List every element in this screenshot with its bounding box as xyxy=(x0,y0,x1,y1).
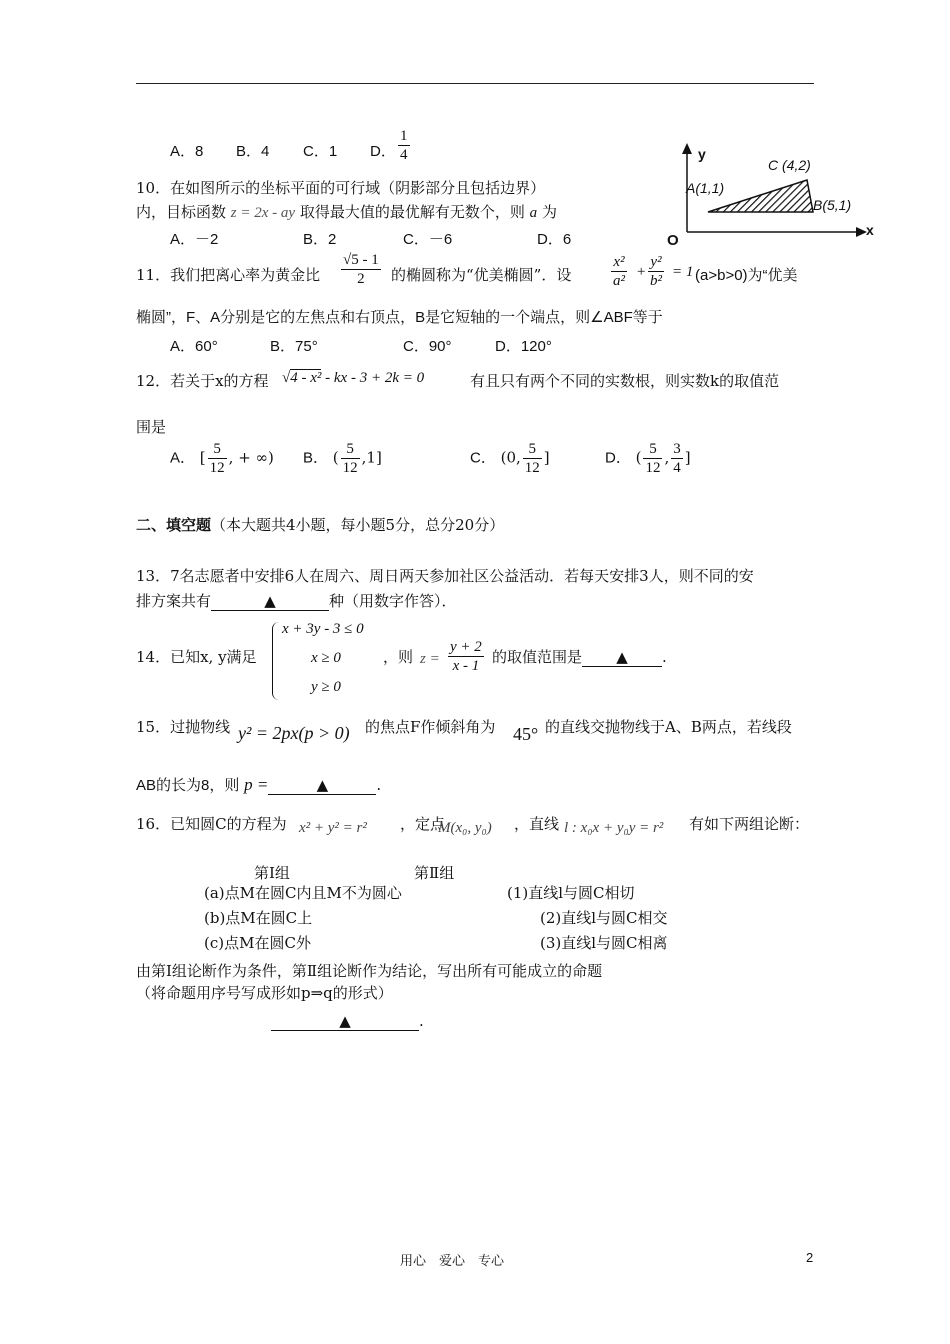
q14-constraint-2: x ≥ 0 xyxy=(311,650,341,666)
q10-option-b: B．2 xyxy=(303,231,337,248)
q14-text-b: ，则 xyxy=(383,648,414,666)
q12-line2: 围是 xyxy=(136,418,167,436)
q11-golden-ratio xyxy=(341,251,381,288)
header-rule xyxy=(136,83,814,84)
q16-g1-a: (a)点M在圆C内且M不为圆心 xyxy=(204,884,402,902)
q10-var: a xyxy=(529,205,538,221)
q10-formula: z = 2x - ay xyxy=(230,205,296,221)
q16-g2-1: (1)直线l与圆C相切 xyxy=(507,884,635,902)
q10-option-a: A．－2 xyxy=(170,231,219,248)
q11-text-a: 11．我们把离心率为黄金比 xyxy=(136,266,321,284)
frac-num: 1 xyxy=(400,128,408,144)
q14-z-eq: z = xyxy=(420,651,440,667)
frac-den: 2 xyxy=(357,271,365,287)
option-fraction: $\frac{3}{4}$ xyxy=(673,441,681,476)
option-fraction: $\frac{5}{12}$ xyxy=(645,441,661,476)
figure-origin-label: O xyxy=(667,232,679,249)
q15-text-a: 15．过抛物线 xyxy=(136,718,231,736)
q9-option-d-fraction xyxy=(398,127,410,164)
q16-group2-title: 第Ⅱ组 xyxy=(414,864,455,882)
q14-line-end: 的取值范围是 ▲ . xyxy=(492,648,667,666)
q12-equation: √4 - x² - kx - 3 + 2k = 0 xyxy=(282,370,425,386)
q16-g2-3: (3)直线l与圆C相离 xyxy=(540,934,668,952)
frac-den: x - 1 xyxy=(452,658,480,674)
q15-text-c: 的直线交抛物线于A、B两点，若线段 xyxy=(545,718,792,736)
q12-option-b: B． ( $\frac{5}{12}$ ,1] xyxy=(303,441,382,476)
q12-option-d: D． ( $\frac{5}{12}$ , $\frac{3}{4}$ ] xyxy=(605,441,691,476)
q16-answer-line: ▲ . xyxy=(271,1012,424,1031)
q14-brace xyxy=(272,622,279,700)
q10-option-d: D．6 xyxy=(537,231,572,248)
q16-text-d: 有如下两组论断： xyxy=(689,815,810,833)
q16-g1-c: (c)点M在圆C外 xyxy=(204,934,311,952)
frac-num: y² xyxy=(648,253,664,272)
q16-line-eq: l : x₀x + y₀y = r² xyxy=(564,820,664,836)
q12-equation-rest: - kx - 3 + 2k = 0 xyxy=(325,370,425,386)
q14-text-a: 14．已知x, y满足 xyxy=(136,648,257,666)
q9-option-b: B．4 xyxy=(236,143,270,160)
option-fraction: $\frac{5}{12}$ xyxy=(524,441,540,476)
q16-text-c: ，直线 xyxy=(514,815,560,833)
q12-text-a: 12．若关于x的方程 xyxy=(136,372,269,390)
q16-conclusion-line1: 由第Ⅰ组论断作为条件，第Ⅱ组论断作为结论，写出所有可能成立的命题 xyxy=(136,962,603,980)
q16-g1-b: (b)点M在圆C上 xyxy=(204,909,313,927)
q16-g2-2: (2)直线l与圆C相交 xyxy=(540,909,668,927)
q16-answer-blank[interactable]: ▲ xyxy=(271,1012,419,1031)
q16-group1-title: 第Ⅰ组 xyxy=(254,864,290,882)
figure-y-label: y xyxy=(698,146,706,162)
q11-ellipse-x-term xyxy=(611,253,627,290)
q15-line2: AB的长为8，则 p = ▲ . xyxy=(136,775,382,794)
figure-point-c: C (4,2) xyxy=(768,157,811,173)
q15-text-b: 的焦点F作倾斜角为 xyxy=(365,718,496,736)
q11-eq-one: = 1 xyxy=(672,264,694,280)
page-number: 2 xyxy=(806,1250,814,1265)
q10-text-b: 取得最大值的最优解有无数个，则 xyxy=(299,203,525,221)
figure-x-label: x xyxy=(866,222,874,238)
q12-option-c: C． (0, $\frac{5}{12}$ ] xyxy=(470,441,550,476)
q16-circle-eq: x² + y² = r² xyxy=(299,820,367,836)
frac-den: a² xyxy=(613,273,625,289)
q11-option-c: C．90° xyxy=(403,338,452,355)
q11-option-b: B．75° xyxy=(270,338,318,355)
q13-line2: 排方案共有 ▲ 种（用数字作答）． xyxy=(136,592,457,610)
frac-den: b² xyxy=(650,273,662,289)
q14-constraint-3: y ≥ 0 xyxy=(311,679,341,695)
q11-condition: (a>b>0)为“优美 xyxy=(695,267,798,284)
q9-option-a: A．8 xyxy=(170,143,204,160)
figure-point-a: A(1,1) xyxy=(686,180,725,196)
footer-slogan: 用心 爱心 专心 xyxy=(400,1254,505,1269)
q12-sqrt-inner: 4 - x² xyxy=(290,370,322,386)
q10-text-c: 为 xyxy=(541,203,557,221)
frac-num: √5 - 1 xyxy=(343,252,379,268)
q11-ellipse-y-term xyxy=(648,253,664,290)
q11-option-d: D．120° xyxy=(495,338,552,355)
q14-fraction xyxy=(448,638,484,675)
q12-text-b: 有且只有两个不同的实数根，则实数k的取值范 xyxy=(470,372,780,390)
frac-num: x² xyxy=(611,253,627,272)
q16-conclusion-line2: （将命题用序号写成形如p⇒q的形式） xyxy=(136,984,393,1002)
section2-title: 二、填空题 xyxy=(136,516,212,534)
q14-answer-blank[interactable]: ▲ xyxy=(582,648,662,667)
q10-option-c: C．－6 xyxy=(403,231,453,248)
y-axis-arrow xyxy=(682,143,692,154)
q11-plus: + xyxy=(636,264,647,280)
q14-constraint-1: x + 3y - 3 ≤ 0 xyxy=(282,621,364,637)
q12-option-a: A． [ $\frac{5}{12}$ , + ∞) xyxy=(170,441,274,476)
q10-line2 xyxy=(136,201,557,222)
q11-text-b: 的椭圆称为“优美椭圆”．设 xyxy=(391,266,572,284)
q9-option-c: C．1 xyxy=(303,143,338,160)
q15-angle: 45° xyxy=(513,724,539,744)
q16-text-a: 16．已知圆C的方程为 xyxy=(136,815,287,833)
q11-line2: 椭圆”，F、A分别是它的左焦点和右顶点，B是它短轴的一个端点，则∠ABF等于 xyxy=(136,309,663,326)
frac-den: 4 xyxy=(400,147,408,163)
section2-note: （本大题共4小题，每小题5分，总分20分） xyxy=(211,516,505,534)
q16-text-b: ，定点 xyxy=(400,815,446,833)
q11-option-a: A．60° xyxy=(170,338,218,355)
section2-heading xyxy=(136,514,504,535)
q10-text-a: 内，目标函数 xyxy=(136,203,227,221)
q16-point: M(x₀, y₀) xyxy=(438,820,492,836)
q9-option-d: D． xyxy=(370,143,396,160)
q13-answer-blank[interactable]: ▲ xyxy=(211,592,329,611)
option-fraction: $\frac{5}{12}$ xyxy=(342,441,358,476)
q13-line1: 13．7名志愿者中安排6人在周六、周日两天参加社区公益活动．若每天安排3人，则不同的安 xyxy=(136,567,754,585)
q10-line1: 10．在如图所示的坐标平面的可行域（阴影部分且包括边界） xyxy=(136,179,546,197)
figure-point-b: B(5,1) xyxy=(813,197,852,213)
q15-answer-blank[interactable]: ▲ xyxy=(268,776,376,795)
option-fraction: $\frac{5}{12}$ xyxy=(209,441,225,476)
q15-equation: y² = 2px(p > 0) xyxy=(238,723,350,743)
frac-num: y + 2 xyxy=(450,639,482,655)
